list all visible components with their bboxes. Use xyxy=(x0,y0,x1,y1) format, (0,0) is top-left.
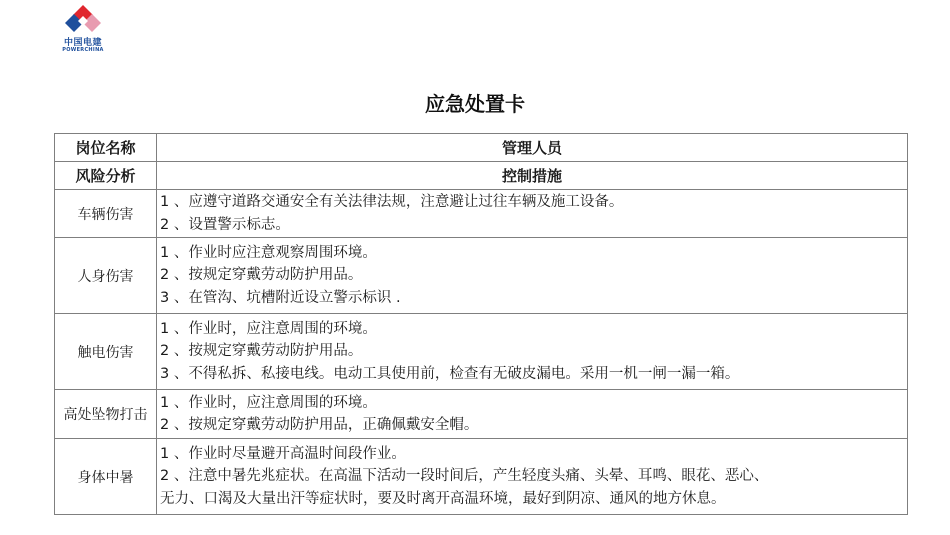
measure-line: 1 、作业时，应注意周围的环境。 xyxy=(160,320,377,337)
page-title: 应急处置卡 xyxy=(425,92,525,116)
measures-column-header: 控制措施 xyxy=(157,162,908,190)
table-row xyxy=(55,238,908,314)
measure-line: 无力、口渴及大量出汗等症状时，要及时离开高温环境，最好到阴凉、通风的地方休息。 xyxy=(160,490,726,507)
risk-cell: 人身伤害 xyxy=(55,238,157,314)
table-row xyxy=(55,190,908,238)
measure-line: 1 、作业时，应注意周围的环境。 xyxy=(160,394,377,411)
measures-cell xyxy=(157,439,908,515)
risk-cell: 身体中暑 xyxy=(55,439,157,515)
measure-line: 1 、作业时尽量避开高温时间段作业。 xyxy=(160,445,406,462)
header-row-position xyxy=(55,134,908,162)
table-row xyxy=(55,390,908,439)
measure-line: 1 、应遵守道路交通安全有关法律法规，注意避让过往车辆及施工设备。 xyxy=(160,194,624,210)
header-row-columns xyxy=(55,162,908,190)
measure-line: 1 、作业时应注意观察周围环境。 xyxy=(160,244,377,261)
logo-name-cn: 中国电建 xyxy=(63,38,102,48)
risk-cell: 高处坠物打击 xyxy=(55,390,157,439)
measure-line: 2 、按规定穿戴劳动防护用品，正确佩戴安全帽。 xyxy=(160,417,479,433)
measures-cell xyxy=(157,190,908,238)
logo-mark-icon xyxy=(64,4,102,34)
logo-name-en: POWERCHINA xyxy=(62,47,104,53)
risk-cell: 车辆伤害 xyxy=(55,190,157,238)
emergency-card-table xyxy=(54,133,908,515)
measure-line: 3 、不得私拆、私接电线。电动工具使用前，检查有无破皮漏电。采用一机一闸一漏一箱。 xyxy=(160,365,740,382)
table-row xyxy=(55,314,908,390)
measure-line: 3 、在管沟、坑槽附近设立警示标识 . xyxy=(160,289,401,306)
measures-cell xyxy=(157,238,908,314)
measure-line: 2 、按规定穿戴劳动防护用品。 xyxy=(160,267,363,284)
measures-cell xyxy=(157,390,908,439)
powerchina-logo xyxy=(50,4,116,56)
measures-cell xyxy=(157,314,908,390)
measure-line: 2 、注意中暑先兆症状。在高温下活动一段时间后，产生轻度头痛、头晕、耳鸣、眼花、恶心、 xyxy=(160,468,769,485)
risk-cell: 触电伤害 xyxy=(55,314,157,390)
measure-line: 2 、设置警示标志。 xyxy=(160,216,290,233)
table-row xyxy=(55,439,908,515)
header-band xyxy=(0,0,950,62)
measure-line: 2 、按规定穿戴劳动防护用品。 xyxy=(160,343,363,360)
risk-column-header: 风险分析 xyxy=(55,162,157,190)
position-value: 管理人员 xyxy=(157,134,908,162)
position-label: 岗位名称 xyxy=(55,134,157,162)
